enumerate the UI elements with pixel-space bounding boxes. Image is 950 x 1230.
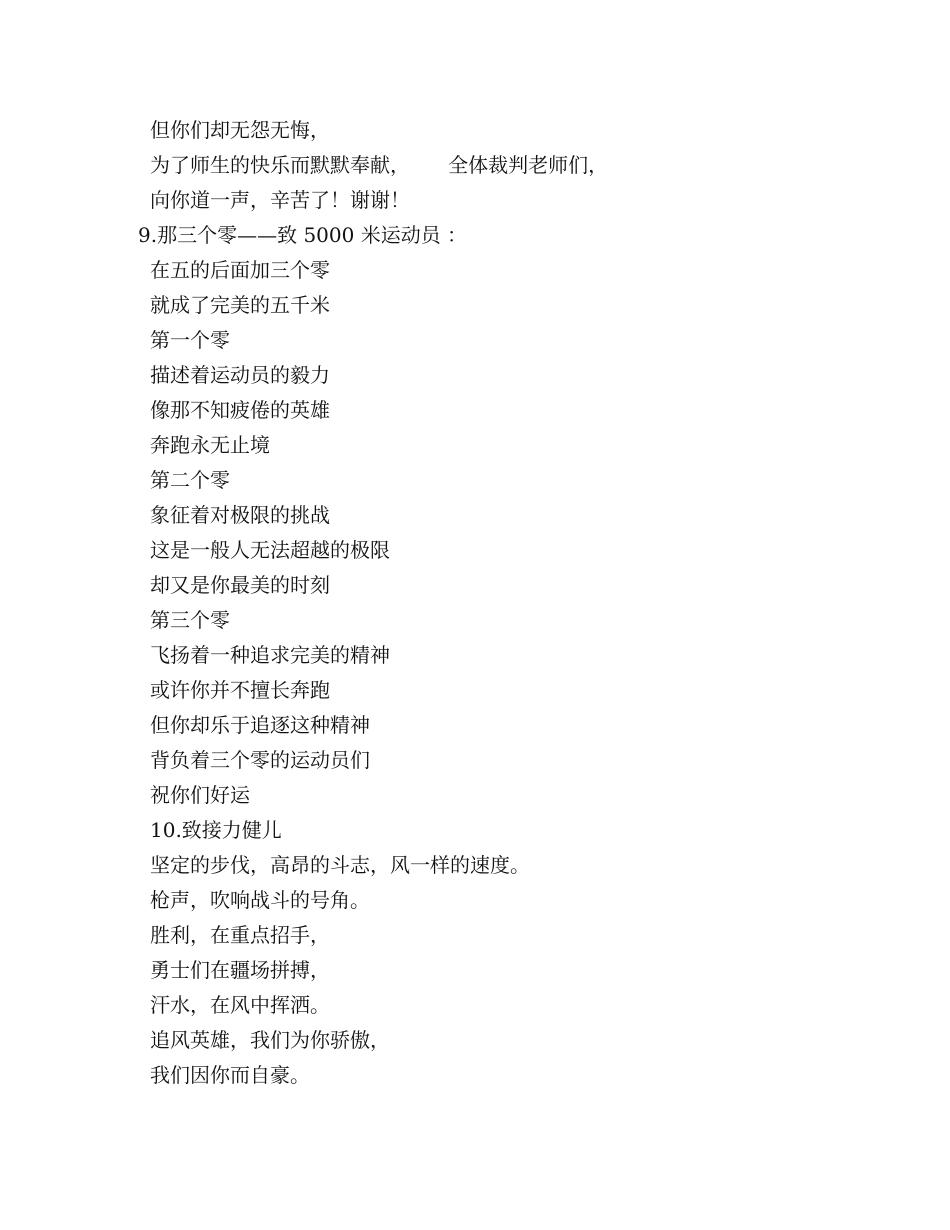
text-line: 坚定的步伐，高昂的斗志，风一样的速度。 (150, 853, 530, 877)
text-line: 枪声，吹响战斗的号角。 (150, 888, 370, 912)
text-line: 就成了完美的五千米 (150, 293, 330, 317)
text-line: 或许你并不擅长奔跑 (150, 678, 330, 702)
text-line: 在五的后面加三个零 (150, 258, 330, 282)
text-line: 勇士们在疆场拼搏， (150, 958, 330, 982)
text-line: 飞扬着一种追求完美的精神 (150, 643, 390, 667)
text-line: 汗水，在风中挥洒。 (150, 993, 330, 1017)
text-line: 第二个零 (150, 468, 230, 492)
text-line: 第一个零 (150, 328, 230, 352)
text-line: 像那不知疲倦的英雄 (150, 398, 330, 422)
text-line: 但你们却无怨无悔， (150, 118, 330, 142)
section-heading-10: 10.致接力健儿 (150, 818, 282, 842)
text-line: 我们因你而自豪。 (150, 1063, 310, 1087)
section-heading-9: 9.那三个零——致 5000 米运动员 ： (138, 223, 468, 247)
text-line: 却又是你最美的时刻 (150, 573, 330, 597)
text-line: 描述着运动员的毅力 (150, 363, 330, 387)
text-line: 背负着三个零的运动员们 (150, 748, 370, 772)
text-line: 第三个零 (150, 608, 230, 632)
text-line: 奔跑永无止境 (150, 433, 270, 457)
text-line: 为了师生的快乐而默默奉献， 全体裁判老师们， (150, 153, 609, 177)
text-line: 祝你们好运 (150, 783, 250, 807)
text-line: 追风英雄，我们为你骄傲， (150, 1028, 390, 1052)
poem-text (138, 113, 898, 1093)
text-line: 但你却乐于追逐这种精神 (150, 713, 370, 737)
text-line: 胜利，在重点招手， (150, 923, 330, 947)
text-line: 这是一般人无法超越的极限 (150, 538, 390, 562)
text-line: 向你道一声，辛苦了！谢谢！ (150, 188, 410, 212)
text-line: 象征着对极限的挑战 (150, 503, 330, 527)
